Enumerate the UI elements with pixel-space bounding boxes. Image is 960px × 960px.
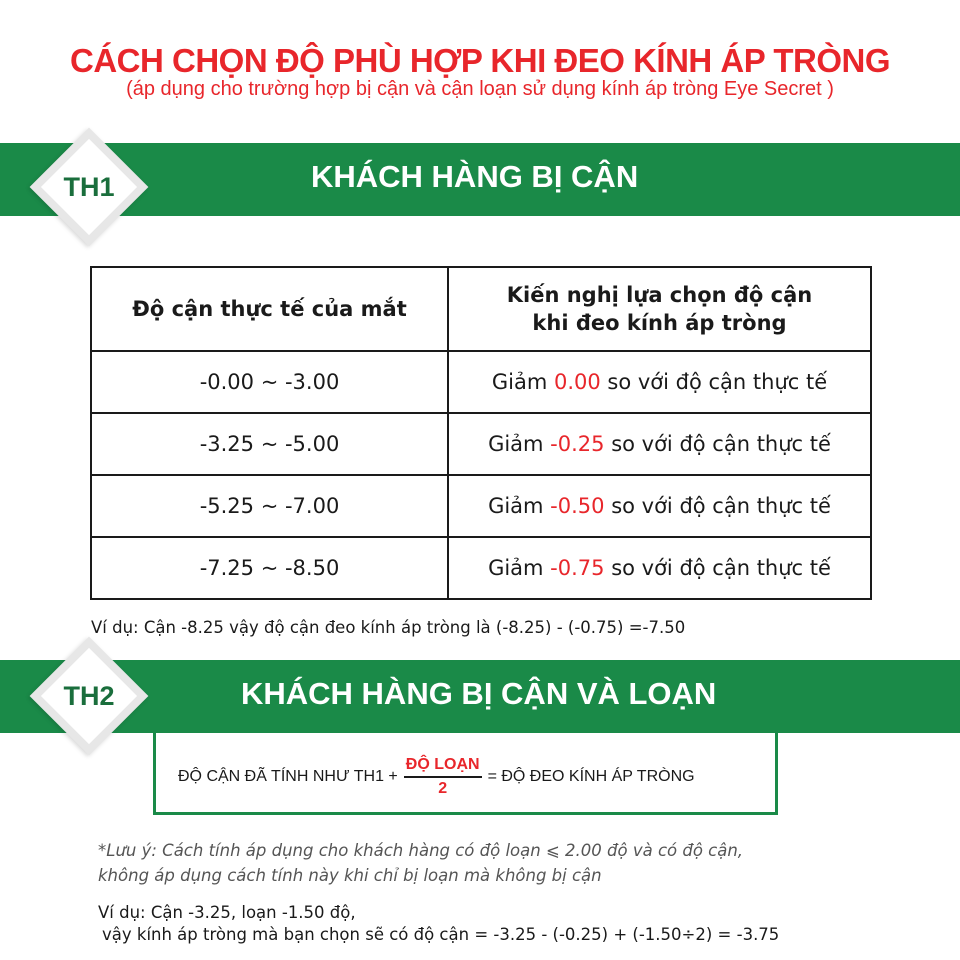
formula	[178, 752, 695, 802]
table-cell-range: -5.25 ~ -7.00	[91, 475, 448, 537]
section2-badge-label: TH2	[63, 681, 115, 711]
power-table	[90, 266, 872, 600]
table-cell-range: -3.25 ~ -5.00	[91, 413, 448, 475]
recommendation-suffix: so với độ cận thực tế	[600, 370, 828, 394]
recommendation-prefix: Giảm	[488, 494, 551, 518]
formula-left: ĐỘ CẬN ĐÃ TÍNH NHƯ TH1 +	[178, 768, 398, 785]
table-cell-recommendation	[448, 475, 871, 537]
section1-badge-label: TH1	[63, 172, 115, 202]
table-header-actual: Độ cận thực tế của mắt	[91, 267, 448, 351]
page-title: CÁCH CHỌN ĐỘ PHÙ HỢP KHI ĐEO KÍNH ÁP TRÒNG	[70, 42, 890, 79]
section2-example-line-2: vậy kính áp tròng mà bạn chọn sẽ có độ cận = -3.25 - (-0.25) + (-1.50÷2) = -3.75	[102, 925, 780, 944]
formula-right: = ĐỘ ĐEO KÍNH ÁP TRÒNG	[487, 768, 695, 785]
recommendation-suffix: so với độ cận thực tế	[604, 432, 831, 456]
table-row	[91, 351, 871, 413]
section2-badge	[29, 636, 149, 756]
section2-title: KHÁCH HÀNG BỊ CẬN VÀ LOẠN	[241, 676, 717, 711]
section1-title: KHÁCH HÀNG BỊ CẬN	[311, 159, 639, 194]
recommendation-value: -0.50	[550, 494, 605, 518]
recommendation-value: -0.75	[550, 556, 605, 580]
table-header-recommended	[448, 267, 871, 351]
formula-fraction	[404, 756, 482, 798]
formula-denominator: 2	[438, 780, 448, 797]
section1-example: Ví dụ: Cận -8.25 vậy độ cận đeo kính áp tròng là (-8.25) - (-0.75) =-7.50	[91, 618, 686, 637]
table-row	[91, 537, 871, 599]
table-cell-recommendation	[448, 537, 871, 599]
section2-example-line-1: Ví dụ: Cận -3.25, loạn -1.50 độ,	[98, 903, 356, 922]
table-row	[91, 413, 871, 475]
table-header-recommended-line1: Kiến nghị lựa chọn độ cận	[506, 283, 813, 307]
table-cell-recommendation	[448, 413, 871, 475]
recommendation-prefix: Giảm	[491, 370, 554, 394]
table-header-recommended-line2: khi đeo kính áp tròng	[532, 311, 787, 335]
page-subtitle: (áp dụng cho trường hợp bị cận và cận loạn sử dụng kính áp tròng Eye Secret )	[126, 78, 834, 100]
recommendation-suffix: so với độ cận thực tế	[604, 494, 831, 518]
table-row	[91, 475, 871, 537]
recommendation-prefix: Giảm	[488, 556, 551, 580]
recommendation-value: 0.00	[553, 370, 601, 394]
note-line-1: *Lưu ý: Cách tính áp dụng cho khách hàng có độ loạn ⩽ 2.00 độ và có độ cận,	[98, 841, 744, 860]
table-cell-range: -0.00 ~ -3.00	[91, 351, 448, 413]
recommendation-suffix: so với độ cận thực tế	[604, 556, 831, 580]
section1-badge	[29, 127, 149, 247]
formula-numerator: ĐỘ LOẠN	[404, 756, 482, 778]
recommendation-prefix: Giảm	[488, 432, 551, 456]
section2-note	[98, 838, 743, 888]
note-line-2: không áp dụng cách tính này khi chỉ bị loạn mà không bị cận	[98, 866, 602, 885]
recommendation-value: -0.25	[550, 432, 605, 456]
table-header-row	[91, 267, 871, 351]
table-cell-range: -7.25 ~ -8.50	[91, 537, 448, 599]
table-cell-recommendation	[448, 351, 871, 413]
